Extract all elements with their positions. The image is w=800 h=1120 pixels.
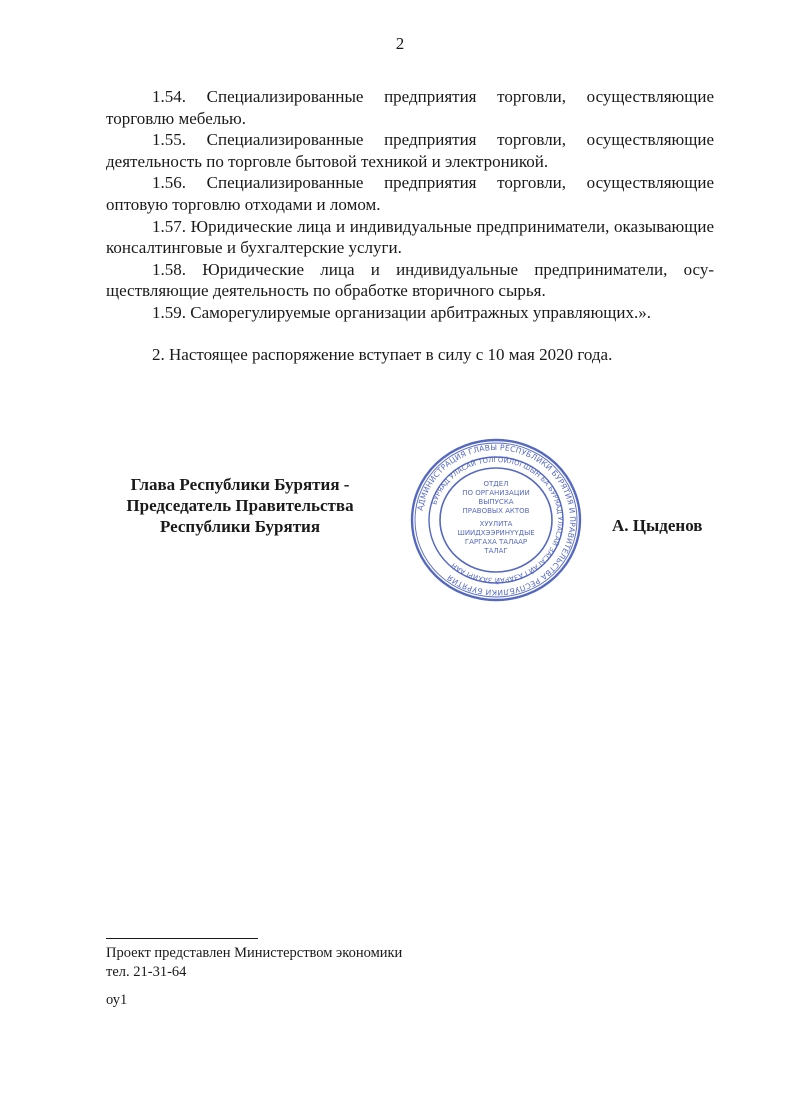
list-item: 1.54. Специализированные предприятия торговли, осуществляющие торговлю мебелью. [106,87,714,128]
signatory-position-line: Республики Бурятия [159,517,321,536]
document-code: оу1 [106,992,128,1008]
seal-center-text: ПО ОРГАНИЗАЦИИ [462,489,530,497]
footnote-divider [106,938,258,939]
signatory-position-line: Председатель Правительства [126,496,354,515]
seal-center-text: ГАРГАХА ТАЛААР [464,538,528,546]
seal-center-text: ПРАВОВЫХ АКТОВ [462,507,530,515]
clause-2: 2. Настоящее распоряжение вступает в силу с 10 мая 2020 года. [152,344,613,364]
page-number: 2 [395,34,405,53]
official-seal-stamp [410,438,582,602]
seal-center-text: ВЫПУСКА [478,498,514,506]
list-item: 1.57. Юридические лица и индивидуальные предприниматели, оказывающие консалтинговые и бухгалтерские услуги. [106,216,714,258]
seal-center-text: ТАЛАГ [484,547,508,555]
seal-outer-text: АДМИНИСТРАЦИЯ ГЛАВЫ РЕСПУБЛИКИ БУРЯТИЯ И ПРАВИТЕЛЬСТВА РЕСПУБЛИКИ БУРЯТИЯ [415,442,578,598]
seal-center-text: ШИИДХЭЭРИНҮҮДЫЕ [457,529,535,537]
footnote [106,944,402,981]
signatory-position-line: Глава Республики Бурятия - [130,475,350,494]
list-item: 1.56. Специализированные предприятия торговли, осуществляющие оптовую торговлю отходами и ломом. [106,173,714,214]
signatory-name: А. Цыденов [612,516,703,535]
footnote-line: Проект представлен Министерством экономики [106,945,403,961]
list-item: 1.55. Специализированные предприятия торговли, осуществляющие деятельность по торговле бытовой техникой и электроникой. [106,130,714,171]
document-body [106,86,714,382]
list-item: 1.59. Саморегулируемые организации арбитражных управляющих.». [152,302,651,322]
footnote-line: тел. 21-31-64 [106,963,187,980]
list-item: 1.58. Юридические лица и индивидуальные предприниматели, осуществляющие деятельность по обработке вторичного сырья. [106,259,714,301]
signatory-position [106,474,374,537]
seal-center-text: ОТДЕЛ [483,480,509,488]
seal-inner-text: БУРЯАД УЛАСАЙ ТОЛГОЙЛОГШЫН БА БУРЯАД УЛАСАЙ ЗАСАГАЙ ГАЗАРАЙ ЗАХИРГААН [430,455,565,585]
seal-center-text: ХУУЛИТА [479,520,513,528]
